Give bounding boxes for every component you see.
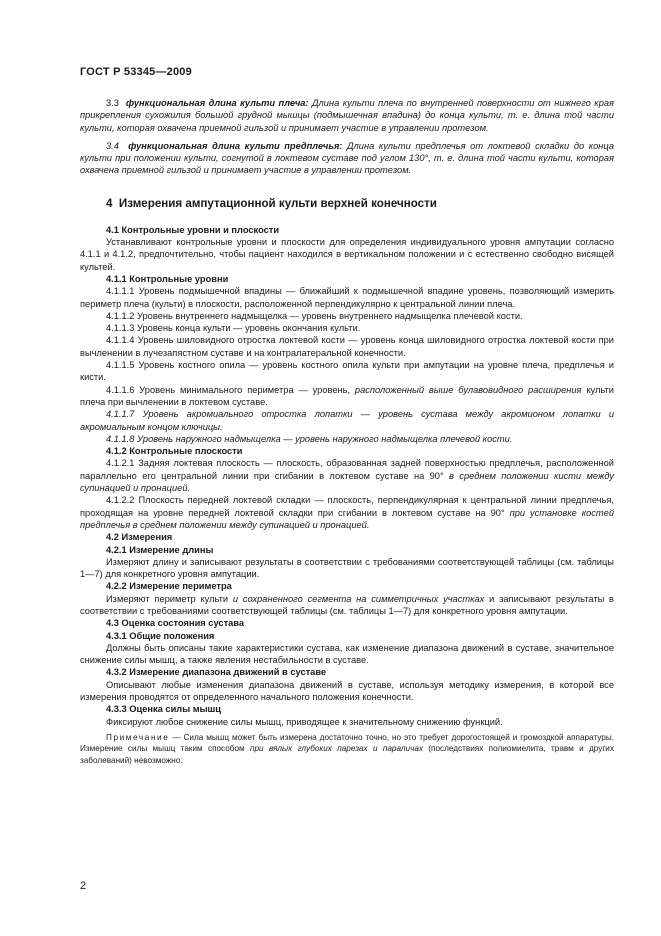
- paragraph: Описывают любые изменения диапазона движений в суставе, используя методику измерения, в которой все измерения проводятся от определенного начального положения конечности.: [80, 679, 614, 703]
- note: [80, 732, 614, 766]
- text-run: 4.1.2.2 Плоскость передней локтевой складки — плоскость, перпендикулярная к центральной линии предплечья, проходящая на уровне передней локтевой складки при сгибании в локтевом суставе на 90°: [80, 495, 614, 518]
- paragraph: 4.1.1.3 Уровень конца культи — уровень окончания культи.: [106, 323, 361, 334]
- paragraph: [80, 494, 614, 531]
- page-number: 2: [80, 880, 87, 892]
- term: функциональная длина культи плеча:: [125, 98, 309, 108]
- paragraph: Устанавливают контрольные уровни и плоскости для определения индивидуального уровня ампутации согласно 4.1.1 и 4.1.2, предпочтительно, чтобы пациент находился в вертикальном положении и с естественно свободно висящей культей.: [80, 237, 614, 272]
- text-run: и сохраненного сегмента на симметричных участках: [232, 593, 485, 604]
- section-number: 4: [106, 196, 113, 210]
- text-run: и записывают результаты в соответствии с требованиями соответствующей таблицы (см. таблицы 1—7) для конкретного уровня ампутации.: [80, 593, 614, 616]
- subsection-heading: 4.3 Оценка состояния сустава: [106, 618, 245, 629]
- paragraph: Фиксируют любое снижение силы мышц, приводящее к значительному снижению функций.: [106, 716, 503, 727]
- text-run: 4.1.1.6 Уровень минимального периметра — уровень,: [106, 384, 355, 395]
- definition: Длина культи предплечья от локтевой складки до конца культи при положении культи, согнутой в локтевом суставе под углом 130°, т. е. длина той части культи, которая охвачена приемной гильзой и принимает участие в управлении протезом.: [80, 140, 614, 176]
- document-header: ГОСТ Р 53345—2009: [80, 66, 192, 78]
- subsection-heading: 4.1.2 Контрольные плоскости: [106, 446, 243, 457]
- paragraph: Измеряют длину и записывают результаты в соответствии с требованиями соответствующей таблицы (см. таблицы 1—7) для конкретного уровня ампутации.: [80, 556, 614, 580]
- clause-number: 3.3: [106, 98, 119, 108]
- subsection-heading: 4.2.1 Измерение длины: [106, 544, 214, 555]
- text-run: при установке костей предплечья в среднем положении между супинацией и пронацией.: [80, 507, 614, 530]
- subsection-heading: 4.1.1 Контрольные уровни: [106, 273, 229, 284]
- text-run: в среднем положении кисти между супинацией и пронацией.: [80, 470, 614, 494]
- paragraph: 4.1.1.1 Уровень подмышечной впадины — ближайший к подмышечной впадине уровень, позволяющий измерить периметр плеча (культи) в плоскости, расположенной перпендикулярно к центральной линии плеча.: [80, 286, 614, 309]
- text-run: (последствиях полиомиелита, травм и других заболеваний) невозможно.: [80, 744, 614, 765]
- subsection-heading: 4.2 Измерения: [106, 532, 173, 543]
- paragraph: 4.1.1.8 Уровень наружного надмыщелка — уровень наружного надмыщелка плечевой кости.: [106, 433, 513, 444]
- paragraph: 4.1.1.5 Уровень костного опила — уровень костного опила культи при ампутации на уровне плеча, предплечья и кисти.: [80, 360, 614, 383]
- term: функциональная длина культи предплечья:: [128, 140, 343, 151]
- clause-3-3: [80, 97, 614, 134]
- subsection-heading: 4.3.1 Общие положения: [106, 630, 215, 641]
- subsection-heading: 4.2.2 Измерение периметра: [106, 581, 232, 592]
- note-label: Примечание: [106, 732, 170, 742]
- section-title: Измерения ампутационной культи верхней конечности: [118, 196, 437, 210]
- text-run: при вялых глубоких парезах и параличах: [250, 744, 423, 754]
- text-run: культи плеча при вычленении в локтевом суставе.: [80, 384, 614, 407]
- paragraph: [80, 457, 614, 494]
- paragraph: 4.1.1.2 Уровень внутреннего надмыщелка — уровень внутреннего надмыщелка плечевой кости.: [106, 310, 523, 321]
- text-run: расположенный выше булавовидного расширения: [354, 384, 582, 395]
- clause-3-4: [80, 140, 614, 177]
- paragraph: 4.1.1.7 Уровень акромиального отростка лопатки — уровень сустава между акромионом лопатки и акромиальным концом ключицы.: [80, 409, 614, 432]
- text-run: 4.1.2.1 Задняя локтевая плоскость — плоскость, образованная задней поверхностью предплечья, расположенной параллельно его центральной линии при сгибании в локтевом суставе на 90°: [80, 458, 614, 481]
- definition: Длина культи плеча по внутренней поверхности от нижнего края прикрепления сухожилия большой грудной мышцы (подмышечная впадина) до конца культи, т. е. длина той части культи, которая охвачена приемной гильзой и принимает участие в управлении протезом.: [80, 98, 615, 133]
- document-body: [80, 97, 614, 766]
- clause-number: 3.4: [106, 140, 119, 151]
- text-run: — Сила мышц может быть измерена достаточно точно, но это требует дорогостоящей и громоздкой аппаратуры. Измерение силы мышц таким способом: [80, 732, 614, 754]
- subsection-heading: 4.3.3 Оценка силы мышц: [106, 704, 221, 715]
- paragraph: [80, 384, 614, 409]
- subsection-heading: 4.1 Контрольные уровни и плоскости: [106, 224, 280, 235]
- section-heading: [80, 197, 614, 211]
- paragraph: [80, 593, 614, 618]
- subsection-heading: 4.3.2 Измерение диапазона движений в суставе: [106, 667, 327, 678]
- text-run: Измеряют периметр культи: [106, 593, 233, 604]
- paragraph: Должны быть описаны такие характеристики сустава, как изменение диапазона движений в суставе, значительное снижение силы мышц, а также явления нестабильности в суставе.: [80, 642, 614, 666]
- paragraph: 4.1.1.4 Уровень шиловидного отростка локтевой кости — уровень конца шиловидного отростка локтевой кости при вычленении в лучезапястном суставе и на контралатеральной конечности.: [80, 335, 614, 358]
